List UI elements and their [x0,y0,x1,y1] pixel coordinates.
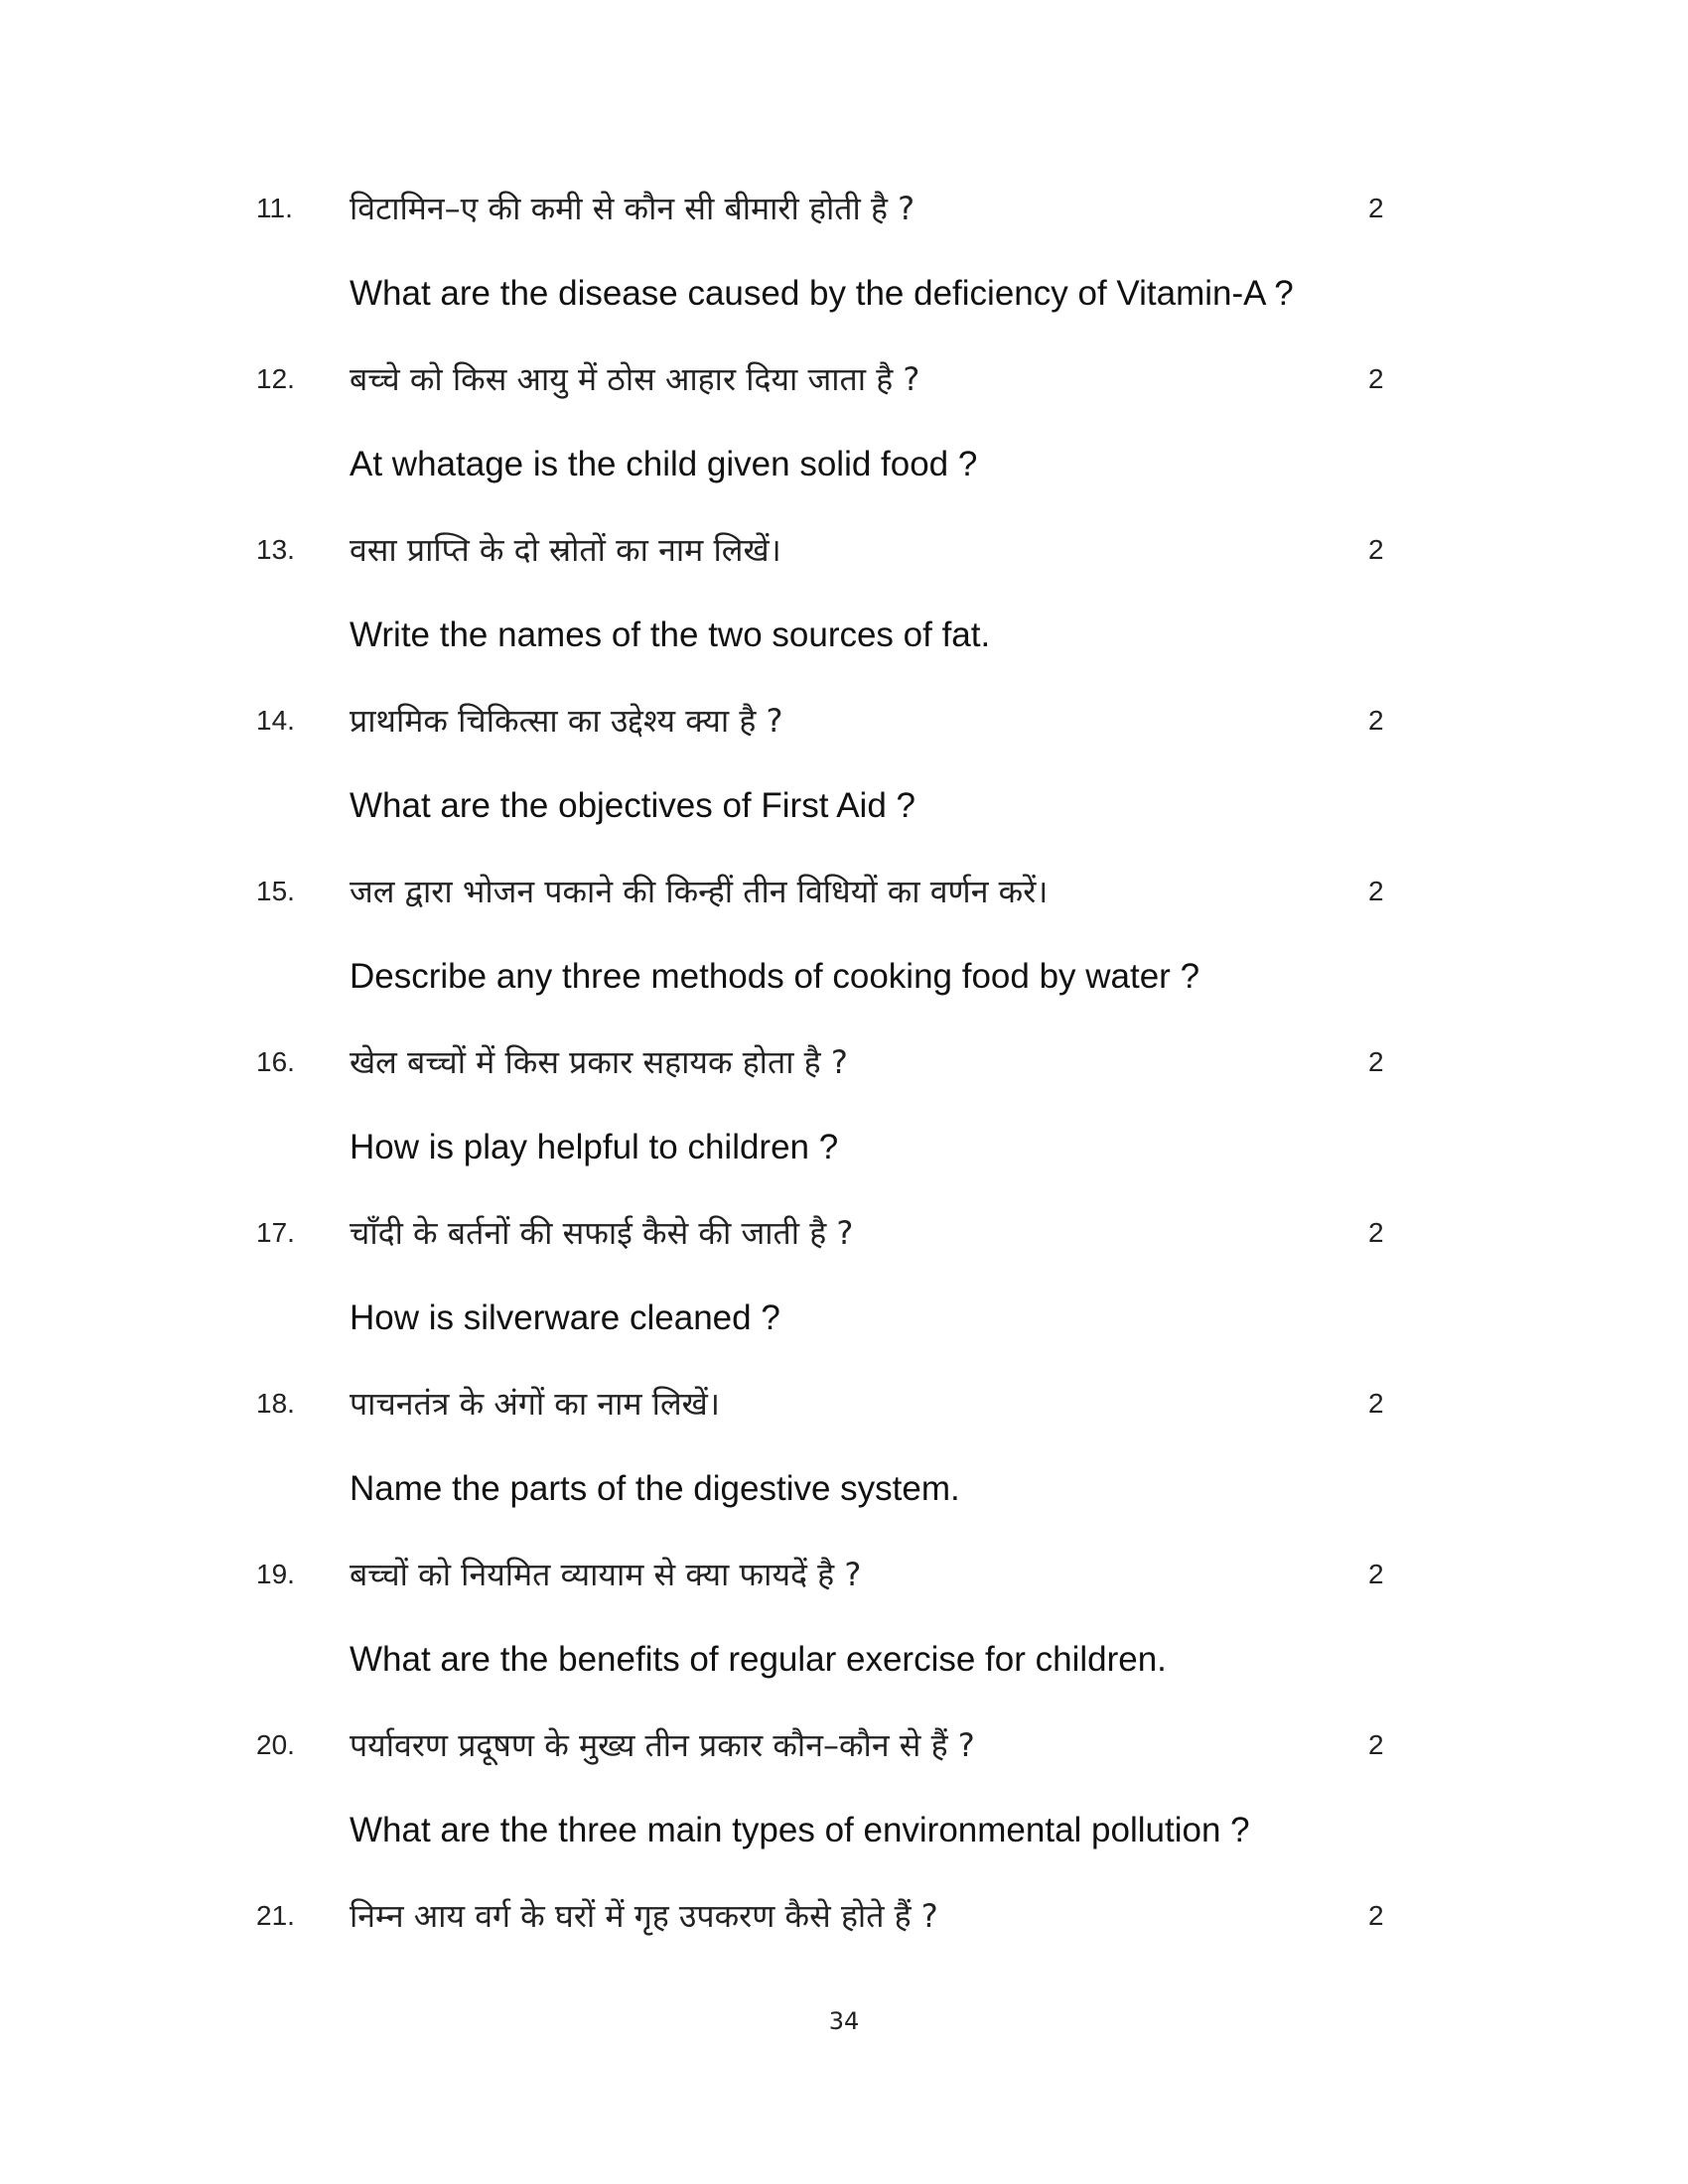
question-marks: 2 [1368,1729,1384,1760]
question-marks: 2 [1368,534,1384,565]
question-number: 17. [256,1217,295,1248]
question-marks: 2 [1368,193,1384,223]
question-text-english: What are the disease caused by the deficiency of Vitamin-A ? [350,274,1294,313]
question-text-english: Write the names of the two sources of fat. [350,615,991,654]
question-18 [0,1382,1688,1553]
question-marks: 2 [1368,705,1384,736]
question-number: 11. [256,193,293,223]
question-number: 14. [256,705,295,736]
question-text-english: What are the benefits of regular exercise for children. [350,1640,1167,1679]
question-number: 19. [256,1559,295,1589]
question-text-hindi: चाँदी के बर्तनों की सफाई कैसे की जाती है ? [350,1214,854,1252]
question-16 [0,1040,1688,1211]
question-marks: 2 [1368,876,1384,906]
question-13 [0,528,1688,699]
question-text-hindi: विटामिन–ए की कमी से कौन सी बीमारी होती है ? [350,190,915,227]
question-text-english: At whatage is the child given solid food ? [350,445,978,483]
question-number: 12. [256,363,295,394]
question-marks: 2 [1368,1900,1384,1931]
question-text-english: What are the objectives of First Aid ? [350,786,915,825]
question-marks: 2 [1368,1559,1384,1589]
question-20 [0,1723,1688,1894]
question-marks: 2 [1368,363,1384,394]
question-21 [0,1894,1688,2065]
question-marks: 2 [1368,1046,1384,1077]
question-text-english: Describe any three methods of cooking food by water ? [350,957,1200,996]
question-text-english: What are the three main types of environmental pollution ? [350,1811,1250,1849]
question-text-english: How is silverware cleaned ? [350,1298,780,1337]
question-number: 18. [256,1388,295,1419]
question-14 [0,699,1688,870]
question-19 [0,1553,1688,1723]
question-text-hindi: खेल बच्चों में किस प्रकार सहायक होता है ? [350,1043,848,1081]
question-text-hindi: बच्चे को किस आयु में ठोस आहार दिया जाता है ? [350,360,920,398]
question-text-hindi: पाचनतंत्र के अंगों का नाम लिखें। [350,1385,720,1423]
question-number: 15. [256,876,295,906]
question-text-hindi: जल द्वारा भोजन पकाने की किन्हीं तीन विधियों का वर्णन करें। [350,873,1049,910]
question-12 [0,357,1688,528]
question-text-hindi: पर्यावरण प्रदूषण के मुख्य तीन प्रकार कौन–कौन से हैं ? [350,1726,975,1764]
question-number: 13. [256,534,295,565]
question-number: 20. [256,1729,295,1760]
question-text-english: Name the parts of the digestive system. [350,1469,960,1508]
question-marks: 2 [1368,1217,1384,1248]
question-text-english: How is play helpful to children ? [350,1128,839,1166]
question-text-hindi: बच्चों को नियमित व्यायाम से क्या फायदें है ? [350,1556,862,1593]
question-number: 16. [256,1046,295,1077]
question-17 [0,1211,1688,1382]
question-text-hindi: वसा प्राप्ति के दो स्रोतों का नाम लिखें। [350,531,781,569]
question-marks: 2 [1368,1388,1384,1419]
question-15 [0,870,1688,1040]
question-number: 21. [256,1900,295,1931]
question-text-hindi: निम्न आय वर्ग के घरों में गृह उपकरण कैसे होते हैं ? [350,1897,938,1935]
question-text-hindi: प्राथमिक चिकित्सा का उद्देश्य क्या है ? [350,702,783,740]
page-number: 34 [828,2007,860,2035]
question-11 [0,187,1688,357]
